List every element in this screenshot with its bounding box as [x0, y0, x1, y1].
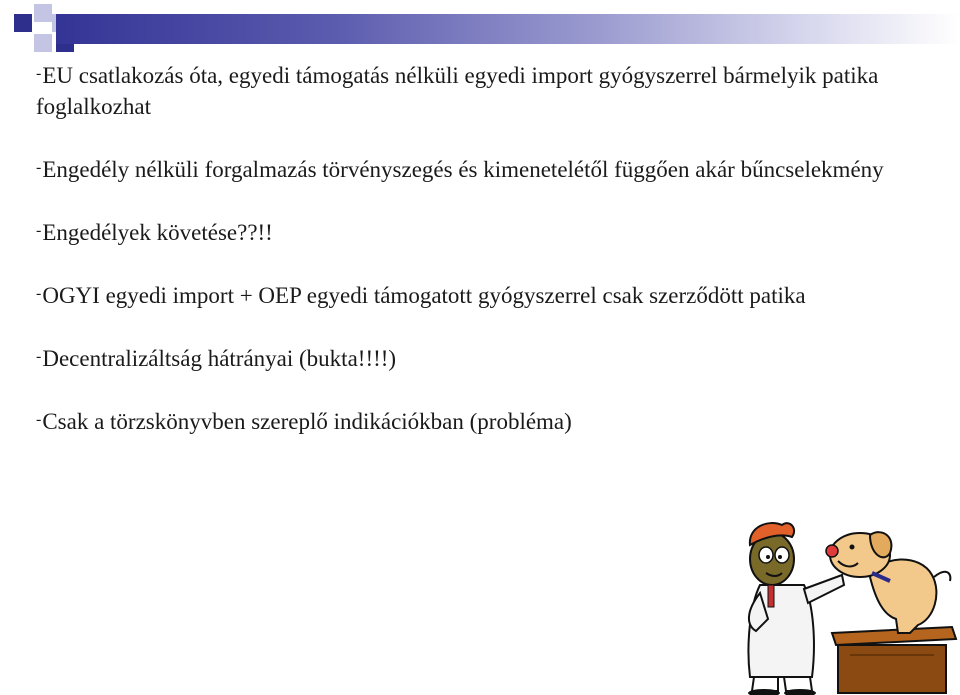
table-shape — [832, 627, 956, 693]
bullet-item — [36, 278, 936, 311]
corner-square-dark — [14, 14, 32, 32]
bullet-text: Csak a törzskönyvben szereplő indikációkban (probléma) — [42, 409, 572, 434]
bullet-dash: - — [36, 348, 42, 365]
corner-square-light — [34, 34, 52, 52]
bullet-dash: - — [36, 285, 42, 302]
bullet-text: OGYI egyedi import + OEP egyedi támogatott gyógyszerrel csak szerződött patika — [42, 283, 806, 308]
title-bar-gradient — [56, 14, 960, 44]
bullet-dash: - — [36, 65, 42, 82]
bullet-item — [36, 58, 936, 122]
bullet-dash: - — [36, 411, 42, 428]
bullet-text: Engedély nélküli forgalmazás törvényszegés és kimenetelétől függően akár bűncselekmény — [42, 157, 884, 182]
dog-shape — [826, 532, 950, 633]
vet-and-dog-cartoon-icon — [720, 515, 960, 695]
bullet-item — [36, 341, 936, 374]
bullet-text: Decentralizáltság hátrányai (bukta!!!!) — [42, 346, 397, 371]
bullet-item — [36, 152, 936, 185]
bullet-dash: - — [36, 222, 42, 239]
bullet-text: EU csatlakozás óta, egyedi támogatás nélküli egyedi import gyógyszerrel bármelyik patika foglalkozhat — [36, 63, 879, 119]
bullet-item — [36, 404, 936, 437]
bullet-dash: - — [36, 159, 42, 176]
bullet-list — [36, 58, 936, 467]
corner-square-light — [34, 4, 52, 22]
bullet-item — [36, 215, 936, 248]
bullet-text: Engedélyek követése??!! — [42, 220, 273, 245]
